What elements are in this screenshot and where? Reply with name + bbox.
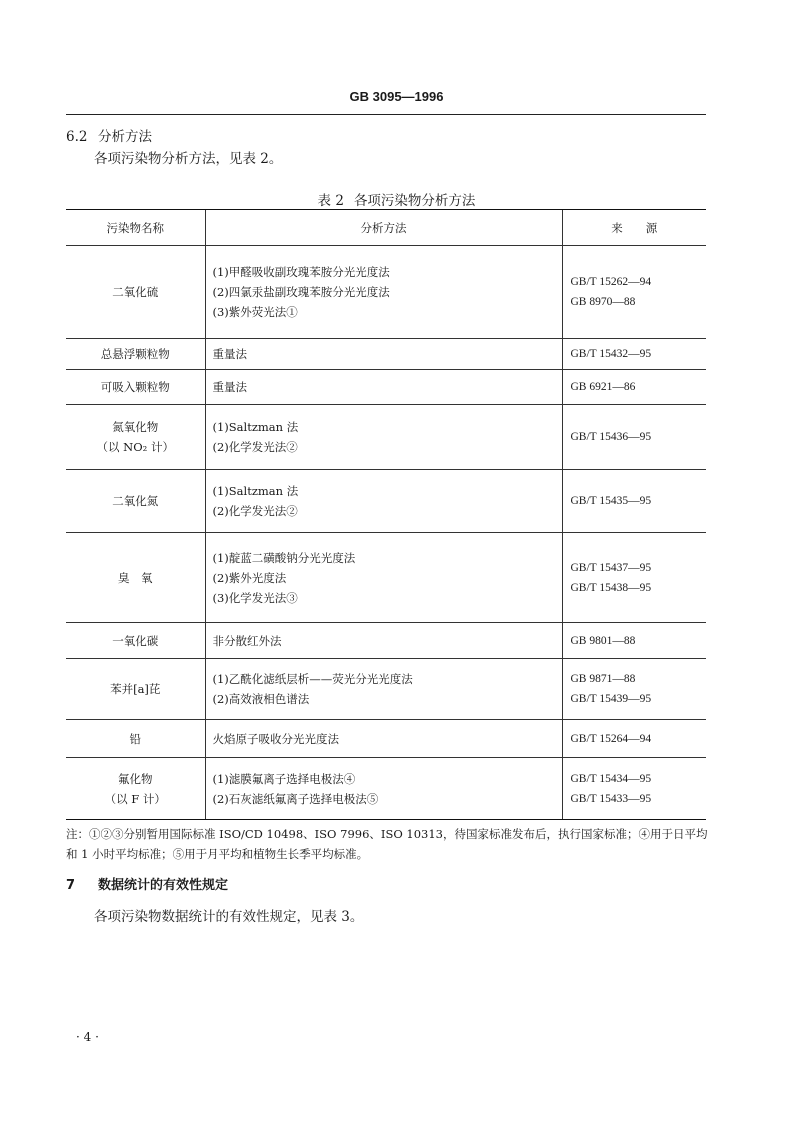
method-cell: (1)Saltzman 法 (2)化学发光法② bbox=[205, 470, 562, 533]
pollutant-name-cell: 铅 bbox=[66, 720, 205, 758]
page-header-title: GB 3095—1996 bbox=[349, 89, 444, 104]
table-2-caption bbox=[0, 189, 793, 209]
method-cell: (1)靛蓝二磺酸钠分光光度法 (2)紫外光度法 (3)化学发光法③ bbox=[205, 533, 562, 623]
source-cell: GB/T 15264—94 bbox=[562, 720, 706, 758]
section-6-2-heading bbox=[66, 125, 152, 145]
pollutant-name-cell: 氟化物 （以 F 计） bbox=[66, 758, 205, 820]
table-row bbox=[66, 758, 706, 820]
pollutant-name-cell: 臭 氧 bbox=[66, 533, 205, 623]
table-row bbox=[66, 533, 706, 623]
table-header-row bbox=[66, 210, 706, 246]
method-cell: 火焰原子吸收分光光度法 bbox=[205, 720, 562, 758]
source-cell: GB/T 15432—95 bbox=[562, 339, 706, 370]
table-row bbox=[66, 405, 706, 470]
section-7-text: 各项污染物数据统计的有效性规定，见表 3。 bbox=[94, 909, 364, 925]
table-note: 注：①②③分别暂用国际标准 ISO/CD 10498、ISO 7996、ISO 10313，待国家标准发布后，执行国家标准；④用于日平均和 1 小时平均标准；⑤用于月平均和植物生长季平均标准。 bbox=[66, 827, 708, 861]
pollutant-name-cell: 总悬浮颗粒物 bbox=[66, 339, 205, 370]
pollutant-name-cell: 可吸入颗粒物 bbox=[66, 370, 205, 405]
table-row bbox=[66, 470, 706, 533]
source-cell: GB/T 15434—95 GB/T 15433—95 bbox=[562, 758, 706, 820]
header-pollutant-name: 污染物名称 bbox=[66, 210, 205, 246]
table-row bbox=[66, 246, 706, 339]
source-cell: GB/T 15437—95 GB/T 15438—95 bbox=[562, 533, 706, 623]
method-cell: (1)滤膜氟离子选择电极法④ (2)石灰滤纸氟离子选择电极法⑤ bbox=[205, 758, 562, 820]
source-cell: GB/T 15262—94 GB 8970—88 bbox=[562, 246, 706, 339]
source-cell: GB 9801—88 bbox=[562, 623, 706, 659]
source-cell: GB/T 15435—95 bbox=[562, 470, 706, 533]
header-analysis-method: 分析方法 bbox=[205, 210, 562, 246]
page-number: · 4 · bbox=[76, 1030, 99, 1044]
table-row bbox=[66, 623, 706, 659]
source-cell: GB 6921—86 bbox=[562, 370, 706, 405]
header-rule bbox=[66, 114, 706, 115]
method-cell: 重量法 bbox=[205, 339, 562, 370]
pollutant-name-cell: 二氧化氮 bbox=[66, 470, 205, 533]
section-6-2-title: 分析方法 bbox=[98, 129, 152, 145]
table-row bbox=[66, 720, 706, 758]
table-2-caption-title: 各项污染物分析方法 bbox=[353, 193, 476, 209]
analysis-methods-table bbox=[66, 209, 706, 820]
method-cell: (1)乙酰化滤纸层析——荧光分光光度法 (2)高效液相色谱法 bbox=[205, 659, 562, 720]
method-cell: (1)甲醛吸收副玫瑰苯胺分光光度法 (2)四氯汞盐副玫瑰苯胺分光光度法 (3)紫外荧光法① bbox=[205, 246, 562, 339]
table-row bbox=[66, 659, 706, 720]
table-row bbox=[66, 370, 706, 405]
table-row bbox=[66, 339, 706, 370]
pollutant-name-cell: 二氧化硫 bbox=[66, 246, 205, 339]
section-7-title: 数据统计的有效性规定 bbox=[98, 878, 229, 893]
header-source: 来 源 bbox=[562, 210, 706, 246]
method-cell: 重量法 bbox=[205, 370, 562, 405]
pollutant-name-cell: 一氧化碳 bbox=[66, 623, 205, 659]
table-2-caption-number: 表 2 bbox=[317, 193, 344, 209]
method-cell: 非分散红外法 bbox=[205, 623, 562, 659]
method-cell: (1)Saltzman 法 (2)化学发光法② bbox=[205, 405, 562, 470]
source-cell: GB 9871—88 GB/T 15439—95 bbox=[562, 659, 706, 720]
section-7-heading bbox=[66, 874, 228, 893]
section-7-number: 7 bbox=[66, 878, 76, 893]
section-6-2-number: 6.2 bbox=[66, 129, 88, 145]
pollutant-name-cell: 苯并[a]芘 bbox=[66, 659, 205, 720]
section-6-2-text: 各项污染物分析方法，见表 2。 bbox=[94, 151, 283, 167]
source-cell: GB/T 15436—95 bbox=[562, 405, 706, 470]
pollutant-name-cell: 氮氧化物 （以 NO₂ 计） bbox=[66, 405, 205, 470]
